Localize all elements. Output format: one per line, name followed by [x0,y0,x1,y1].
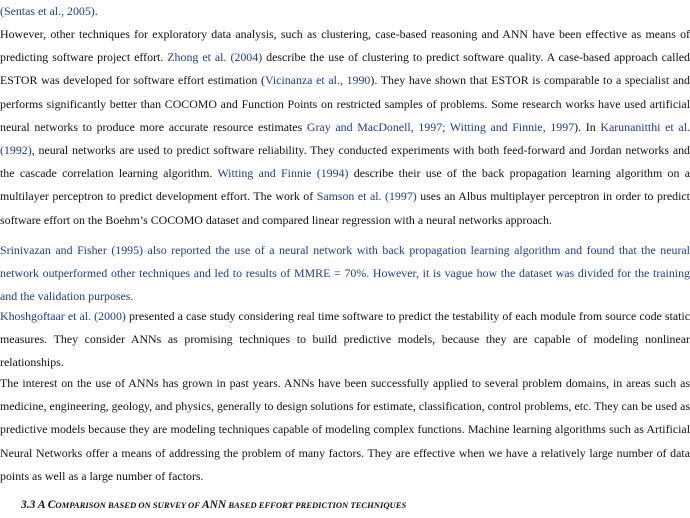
text-run: describe the use of clustering to predict software quality. A case-based approach called ESTOR was developed for software effort estimation ( [0,50,690,88]
paragraph-intro-fragment [0,0,690,23]
heading-smallcaps-1: OMPARISON BASED ON SURVEY OF [55,500,202,510]
text-run: , neural networks are used to predict software reliability. They conducted experiments with both feed-forward and Jordan networks and the cascade correlation learning algorithm. [0,143,690,181]
citation-link[interactable]: Samson et al. (1997) [316,189,417,204]
text-run: The interest on the use of ANNs has grown in past years. ANNs have been successfully applied to several problem domains, in areas such as medicine, engineering, geology, and physics, generally to design solutions for estimate, classification, control problems, etc. They can be used as predictive models because they are modeling techniques capable of modeling complex functions. Machine learning algorithms such as Artificial Neural Networks offer a means of addressing the problem of many factors. They are effective when we have a relatively large number of data points as well as a large number of factors. [0,376,690,483]
text-run: ). In [574,119,601,134]
citation-link[interactable]: Vicinanza et al., 1990 [264,73,371,88]
section-heading [21,494,406,517]
paragraph-techniques [0,23,690,232]
heading-ann: ANN [201,499,227,511]
text-run: ). They have shown that ESTOR is comparable to a specialist and performs significantly better than COCOMO and Function Points on restricted samples of problems. Some research works have used artificial neural networks to produce more accurate resource estimates [0,73,690,134]
text-run: uses an Albus multiplayer perceptron in order to predict software effort on the Boehm’s COCOMO dataset and compared linear regression with a neural networks approach. [0,189,690,227]
paragraph-srinivazan [0,239,690,309]
text-run: However, other techniques for exploratory data analysis, such as clustering, case-based reasoning and ANN have been effective as means of predicting software project effort. [0,27,690,65]
heading-smallcaps-2: BASED EFFORT PREDICTION TECHNIQUES [226,500,407,510]
heading-cap: C [47,499,56,511]
paragraph-ann-interest [0,372,690,488]
citation-link[interactable]: (Sentas et al., 2005) [0,4,95,18]
citation-link[interactable]: Srinivazan and Fisher (1995) [0,243,144,257]
text-run: . [94,4,98,18]
citation-link[interactable]: Zhong et al. (2004) [167,50,263,65]
citation-link[interactable]: Khoshgoftaar et al. (2000) [0,309,126,323]
text-run: presented a case study considering real time software to predict the testability of each module from source code static measures. They consider ANNs as promising techniques to build predictive models, because they are capable of modeling nonlinear relationships. [0,309,690,370]
text-run: also reported the use of a neural network with back propagation learning algorithm and found that the neural network outperformed other techniques and led to results of MMRE = 70%. However, it is vague how the dataset was divided for the training and the validation purposes. [0,243,690,304]
text-run: describe their use of the back propagation learning algorithm on a multilayer perceptron to predict development effort. The work of [0,166,690,204]
paragraph-khoshgoftaar [0,305,690,375]
citation-link[interactable]: Witting and Finnie (1994) [217,166,349,181]
heading-number: 3.3 A [21,499,48,511]
citation-link[interactable]: Karunanitthi et al. (1992) [0,119,690,158]
citation-link[interactable]: Gray and MacDonell, 1997; Witting and Finnie, 1997 [306,119,575,134]
